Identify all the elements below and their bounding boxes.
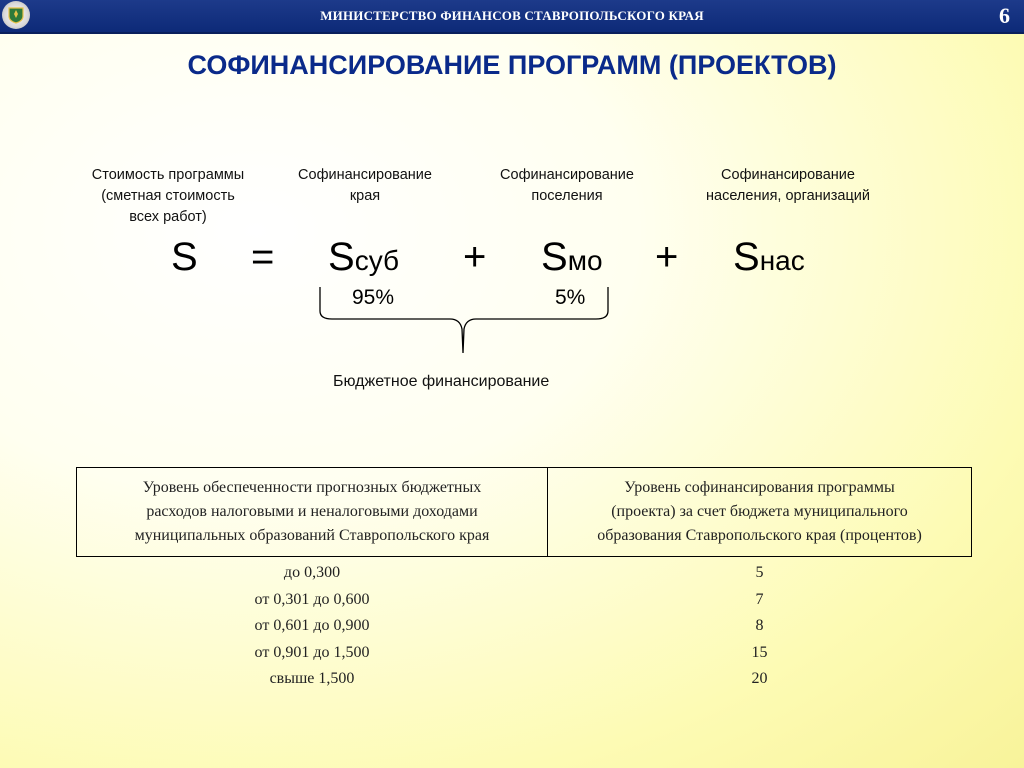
label-population	[678, 165, 898, 207]
ministry-title: МИНИСТЕРСТВО ФИНАНСОВ СТАВРОПОЛЬСКОГО КРАЯ	[320, 8, 704, 23]
formula-s-sub-base: S	[328, 235, 355, 279]
table-cell-range: свыше 1,500	[269, 670, 355, 688]
formula-s: S	[171, 235, 198, 279]
label-line: Софинансирование	[298, 167, 432, 183]
label-line: поселения	[531, 188, 603, 204]
header-line: (проекта) за счет бюджета муниципального	[611, 503, 908, 520]
table-cell-value: 15	[751, 643, 768, 661]
table-row	[77, 557, 972, 587]
header-line: расходов налоговыми и неналоговыми доходами	[146, 503, 478, 520]
table-header-row	[77, 468, 972, 557]
table-cell-value: 5	[755, 564, 764, 582]
brace-bracket	[310, 285, 615, 357]
percent-sub: 95%	[352, 286, 395, 309]
table-cell-range: от 0,601 до 0,900	[254, 617, 370, 635]
label-line: края	[349, 188, 381, 204]
page-title: СОФИНАНСИРОВАНИЕ ПРОГРАММ (ПРОЕКТОВ)	[187, 50, 837, 80]
header-line: муниципальных образований Ставропольского края	[134, 527, 490, 544]
formula-s-nas-suffix: нас	[759, 245, 805, 276]
label-region	[275, 165, 455, 207]
label-line: населения, организаций	[706, 188, 870, 204]
table-cell-range: до 0,300	[283, 564, 341, 582]
header-line: Уровень обеспеченности прогнозных бюджетных	[142, 479, 482, 496]
header-line: Уровень софинансирования программы	[624, 479, 895, 496]
header-bar	[0, 0, 1024, 34]
formula-plus-2: +	[655, 235, 679, 279]
table-cell-range: от 0,301 до 0,600	[254, 590, 370, 608]
table-row	[77, 666, 972, 693]
table-cell-value: 8	[755, 617, 764, 635]
formula-s-nas-base: S	[733, 235, 760, 279]
formula-s-sub	[328, 232, 399, 286]
label-line: всех работ)	[129, 209, 207, 225]
table-row	[77, 613, 972, 640]
label-line: Стоимость программы	[91, 167, 245, 183]
label-line: Софинансирование	[500, 167, 634, 183]
header-cofinancing-level	[548, 468, 972, 557]
percent-mo: 5%	[555, 286, 586, 309]
label-line: Софинансирование	[721, 167, 855, 183]
table-row	[77, 587, 972, 614]
table-cell-value: 20	[751, 670, 768, 688]
table-cell-range: от 0,901 до 1,500	[254, 643, 370, 661]
cofinancing-table	[76, 467, 972, 693]
formula-s-nas	[733, 232, 805, 286]
formula-equals: =	[251, 235, 275, 279]
budget-financing-label: Бюджетное финансирование	[333, 373, 550, 390]
table-cell-value: 7	[755, 590, 764, 608]
label-settlement	[477, 165, 657, 207]
formula-plus-1: +	[463, 235, 487, 279]
label-program-cost	[63, 165, 273, 228]
formula-s-mo-base: S	[541, 235, 568, 279]
formula-s-mo-suffix: мо	[567, 245, 603, 276]
table-row	[77, 640, 972, 667]
header-line: образования Ставропольского края (процентов)	[597, 527, 922, 544]
formula-s-sub-suffix: суб	[354, 245, 400, 276]
header-security-level	[77, 468, 548, 557]
label-line: (сметная стоимость	[101, 188, 235, 204]
page-number: 6	[999, 3, 1010, 28]
formula-s-mo	[541, 232, 603, 286]
